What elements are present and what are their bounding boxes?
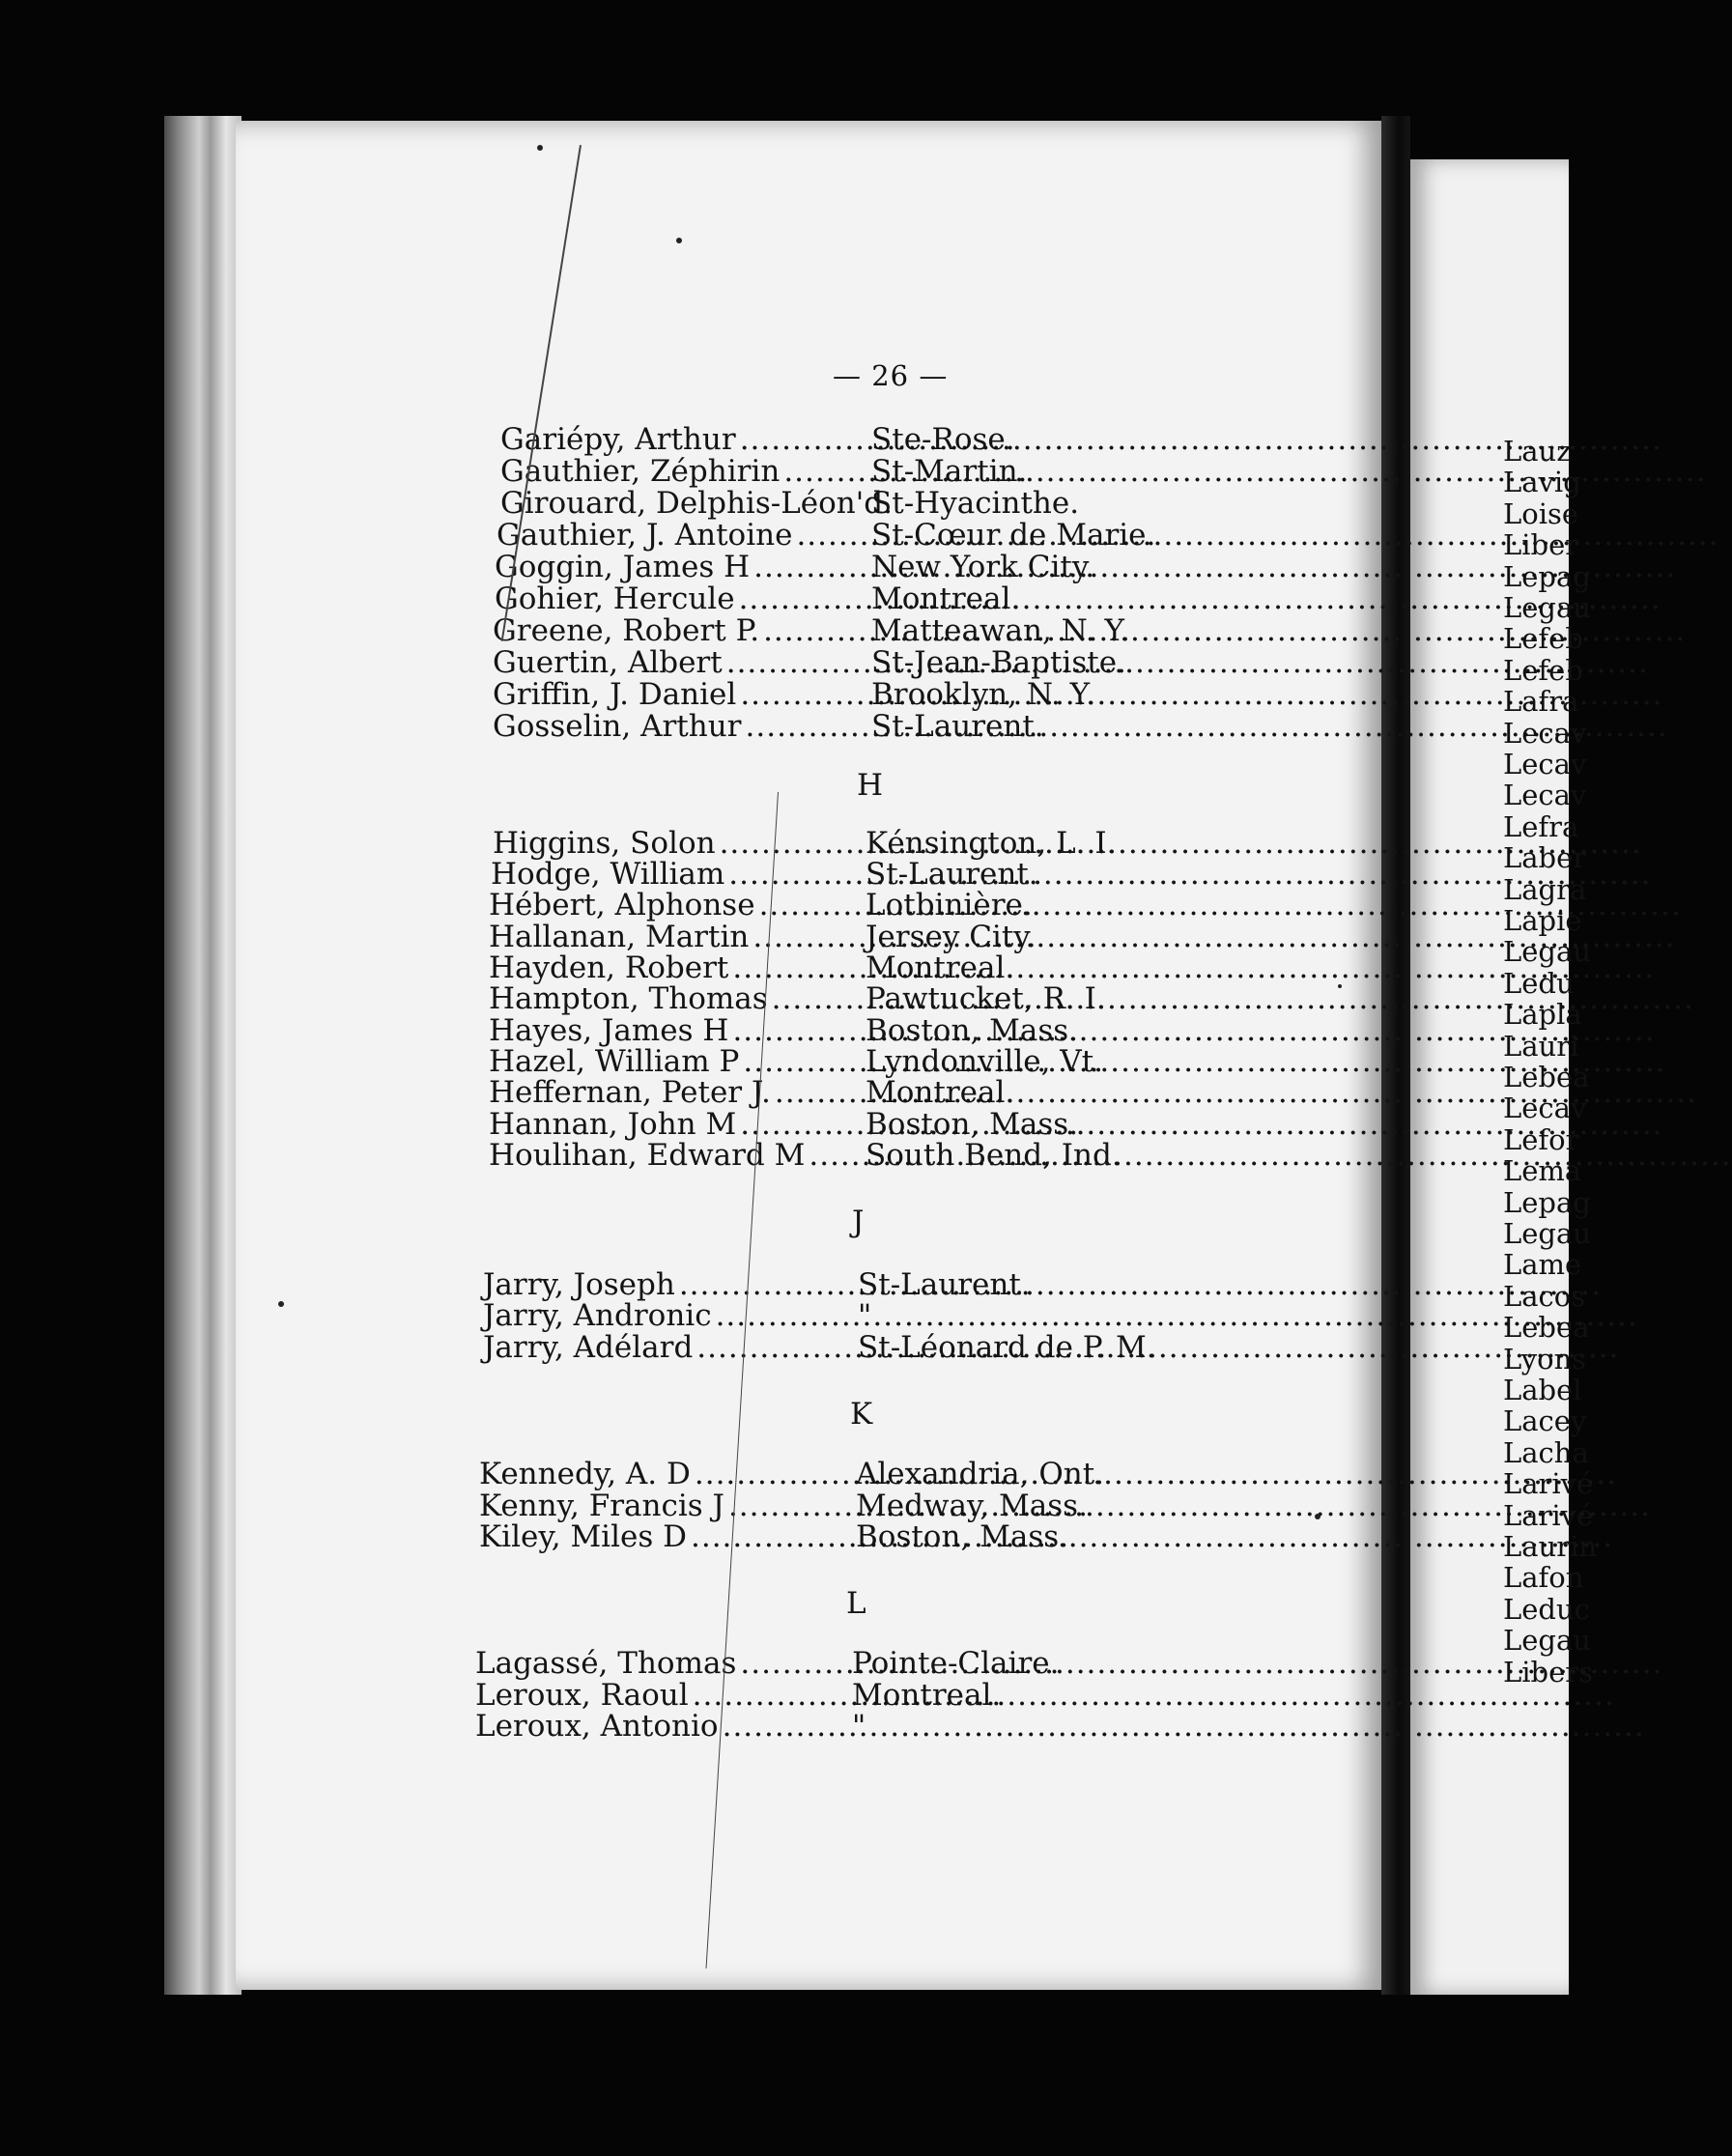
entry-name: Girouard, Delphis-Léon'd.	[500, 486, 893, 521]
leader-dots	[732, 1014, 862, 1047]
entry-place: St-Jean-Baptiste.	[871, 645, 1126, 680]
entry-place: St-Léonard de P. M.	[858, 1330, 1156, 1365]
leader-dots	[796, 519, 867, 552]
right-page-fragment: Lecav	[1503, 779, 1587, 811]
right-page-fragment: Lapla	[1503, 998, 1582, 1031]
right-page-fragment: Lecav	[1503, 717, 1587, 750]
leader-dots	[720, 827, 862, 860]
entry-name: Hannan, John M	[489, 1107, 737, 1142]
entry-place: New York City.	[871, 550, 1095, 584]
entry-place: Jersey City.	[866, 920, 1036, 954]
directory-entry	[489, 1014, 1175, 1047]
entry-name: Hayden, Robert	[489, 950, 729, 985]
directory-entry	[497, 519, 1180, 552]
directory-entry	[500, 487, 1180, 520]
section-letter-h: H	[857, 768, 884, 803]
directory-entry	[493, 646, 1180, 679]
directory-entry	[483, 1299, 1167, 1332]
entry-place: Medway, Mass.	[856, 1489, 1088, 1523]
leader-dots	[696, 1331, 854, 1364]
entry-name: Hampton, Thomas	[489, 981, 768, 1016]
leader-dots	[691, 1520, 852, 1553]
leader-dots	[763, 614, 867, 647]
entry-name: Hayes, James H	[489, 1013, 729, 1048]
right-page-fragment: Lepag	[1503, 1186, 1591, 1219]
scan-speck	[1315, 1514, 1320, 1519]
entry-place: Lyndonville, Vt.	[866, 1044, 1104, 1079]
directory-entry	[475, 1647, 1161, 1680]
entry-place: Matteawan, N. Y.	[871, 613, 1130, 648]
entry-place: "	[852, 1709, 866, 1744]
right-page-fragment: Lacha	[1503, 1436, 1589, 1469]
right-page-fragment: Lepag	[1503, 560, 1591, 593]
right-page-fragment: Liber	[1503, 528, 1579, 561]
right-page-fragment: Legau	[1503, 1624, 1591, 1657]
entry-name: Lagassé, Thomas	[475, 1646, 737, 1681]
entry-place: South Bend, Ind.	[866, 1138, 1122, 1173]
right-page-fragment: Leduc	[1503, 1593, 1590, 1626]
directory-entry	[493, 827, 1175, 860]
entry-name: Hallanan, Martin	[489, 920, 750, 954]
leader-dots	[726, 646, 867, 679]
directory-entry	[489, 982, 1175, 1015]
right-page-fragment: Ledu	[1503, 967, 1575, 1000]
entry-name: Gauthier, Zéphirin	[500, 454, 781, 489]
scan-speck	[537, 145, 543, 151]
entry-place: Boston, Mass.	[866, 1013, 1079, 1048]
directory-entry	[489, 1045, 1175, 1078]
entry-name: Gariépy, Arthur	[500, 422, 736, 457]
directory-entry	[483, 1331, 1167, 1364]
book-page-edges	[164, 116, 241, 1995]
scan-speck	[278, 1301, 284, 1307]
entry-name: Kiley, Miles D	[479, 1519, 687, 1554]
entry-place: Pointe-Claire.	[852, 1646, 1060, 1681]
right-page-fragment: Larivé	[1503, 1467, 1594, 1500]
directory-entry	[479, 1458, 1165, 1490]
entry-place: "	[858, 1298, 872, 1333]
entry-place: St-Laurent.	[858, 1267, 1031, 1302]
entry-name: Jarry, Andronic	[483, 1298, 712, 1333]
entry-name: Heffernan, Peter J.	[489, 1075, 771, 1110]
entry-name: Kennedy, A. D	[479, 1457, 691, 1491]
leader-dots	[740, 678, 867, 711]
leader-dots	[728, 858, 862, 891]
directory-entry	[489, 1076, 1175, 1109]
entry-name: Leroux, Antonio	[475, 1709, 719, 1744]
entry-name: Houlihan, Edward M	[489, 1138, 806, 1173]
right-page-fragment: Lefeb	[1503, 622, 1583, 655]
directory-entry	[493, 678, 1180, 711]
leader-dots	[695, 1458, 852, 1490]
directory-entry	[500, 455, 1180, 488]
right-page-fragment: Lacey	[1503, 1404, 1587, 1437]
entry-name: Goggin, James H	[495, 550, 751, 584]
right-page-fragment: Lefor	[1503, 1123, 1579, 1156]
directory-entry	[493, 710, 1180, 743]
directory-entry	[495, 582, 1180, 615]
right-page-fragment: Lagra	[1503, 873, 1587, 906]
entry-name: Hodge, William	[491, 857, 725, 892]
entry-name: Hazel, William P	[489, 1044, 740, 1079]
entry-place: Boston, Mass.	[866, 1107, 1079, 1142]
leader-dots	[809, 1139, 862, 1172]
leader-dots	[759, 889, 862, 922]
right-page-fragment: Lecav	[1503, 748, 1587, 780]
entry-place: Lotbinière.	[866, 888, 1033, 922]
entry-place: St-Martin.	[871, 454, 1028, 489]
entry-name: Gosselin, Arthur	[493, 709, 742, 744]
leader-dots	[739, 582, 867, 615]
right-page-fragment: Lebea	[1503, 1061, 1590, 1093]
right-page-fragment: Lema	[1503, 1154, 1582, 1187]
entry-place: Montreal.	[852, 1678, 1002, 1713]
entry-place: Alexandria, Ont.	[856, 1457, 1105, 1491]
right-page-fragment: Lefeb	[1503, 654, 1583, 687]
right-page-fragment: Lefra	[1503, 810, 1579, 843]
directory-entry	[489, 921, 1175, 953]
directory-entry	[479, 1520, 1165, 1553]
right-page-fragment: Label	[1503, 1374, 1582, 1406]
leader-dots	[775, 1076, 862, 1109]
leader-dots	[693, 1679, 848, 1712]
directory-entry	[489, 889, 1175, 922]
section-letter-j: J	[852, 1205, 865, 1239]
entry-name: Kenny, Francis J	[479, 1489, 724, 1523]
right-page-fragment: Legau	[1503, 1217, 1591, 1250]
entry-name: Greene, Robert P.	[493, 613, 760, 648]
entry-place: Ste-Rose.	[871, 422, 1015, 457]
section-letter-l: L	[846, 1586, 866, 1621]
leader-dots	[732, 951, 862, 984]
leader-dots	[728, 1489, 852, 1522]
right-page-fragment: Lafon	[1503, 1561, 1584, 1594]
section-letter-k: K	[850, 1397, 873, 1432]
entry-place: St-Cœur de Marie.	[871, 518, 1156, 553]
scan-speck	[1338, 984, 1342, 988]
directory-entry	[475, 1679, 1161, 1712]
right-page-fragment: Loise	[1503, 497, 1579, 530]
entry-name: Gohier, Hercule	[495, 582, 735, 616]
right-page-fragment: Lauz	[1503, 435, 1572, 468]
entry-name: Guertin, Albert	[493, 645, 723, 680]
leader-dots	[772, 982, 862, 1015]
entry-place: Pawtucket, R. I.	[866, 981, 1106, 1016]
entry-place: Montreal.	[866, 1075, 1015, 1110]
entry-place: St-Laurent.	[866, 857, 1038, 892]
scan-speck	[676, 238, 682, 243]
leader-dots	[679, 1268, 854, 1301]
entry-place: Boston, Mass.	[856, 1519, 1069, 1554]
entry-place: Brooklyn, N. Y.	[871, 677, 1095, 712]
right-page-fragment: Lacos	[1503, 1280, 1586, 1313]
entry-place: St-Laurent.	[871, 709, 1044, 744]
leader-dots	[716, 1299, 854, 1332]
directory-entry	[483, 1268, 1167, 1301]
directory-entry	[500, 423, 1180, 456]
right-page-fragment: Laurin	[1503, 1530, 1598, 1563]
right-page-fragment: Legau	[1503, 935, 1591, 968]
directory-entry	[489, 951, 1175, 984]
right-page-fragment: Libers	[1503, 1656, 1594, 1688]
entry-place: Kénsington, L. I.	[866, 826, 1117, 861]
leader-dots	[740, 1647, 848, 1680]
right-page-fragment: Lapie	[1503, 904, 1582, 937]
right-page-fragment: Larivé	[1503, 1499, 1594, 1532]
entry-name: Higgins, Solon	[493, 826, 716, 861]
entry-place: Montreal.	[866, 950, 1015, 985]
right-page-fragment: Lebea	[1503, 1311, 1590, 1344]
leader-dots	[740, 423, 867, 456]
directory-entry	[491, 858, 1175, 891]
directory-entry	[489, 1139, 1175, 1172]
right-page-fragment: Legau	[1503, 591, 1591, 624]
entry-place: St-Hyacinthe.	[871, 486, 1080, 521]
entry-name: Jarry, Joseph	[483, 1267, 675, 1302]
directory-entry	[475, 1710, 1161, 1743]
directory-entry	[493, 614, 1180, 647]
entry-name: Leroux, Raoul	[475, 1678, 689, 1713]
right-page-fragment: Lame	[1503, 1248, 1582, 1281]
right-page-fragment: Lauri	[1503, 1030, 1579, 1063]
leader-dots	[783, 455, 867, 488]
right-page-fragment: Lavig	[1503, 466, 1581, 498]
directory-entry	[479, 1489, 1165, 1522]
right-page-fragment: Lafra	[1503, 685, 1579, 718]
leader-dots	[723, 1710, 848, 1743]
entry-name: Hébert, Alphonse	[489, 888, 755, 922]
leader-dots	[753, 551, 867, 583]
page-number: — 26 —	[833, 359, 949, 392]
right-page-fragment: Lecav	[1503, 1092, 1587, 1124]
right-page-fragment: Lyons	[1503, 1343, 1587, 1376]
leader-dots	[746, 710, 867, 743]
directory-entry	[489, 1108, 1175, 1141]
entry-name: Griffin, J. Daniel	[493, 677, 737, 712]
right-page-fragment: Laber	[1503, 841, 1587, 874]
entry-name: Jarry, Adélard	[483, 1330, 694, 1365]
entry-place: Montreal.	[871, 582, 1021, 616]
entry-name: Gauthier, J. Antoine	[497, 518, 793, 553]
directory-entry	[495, 551, 1180, 583]
